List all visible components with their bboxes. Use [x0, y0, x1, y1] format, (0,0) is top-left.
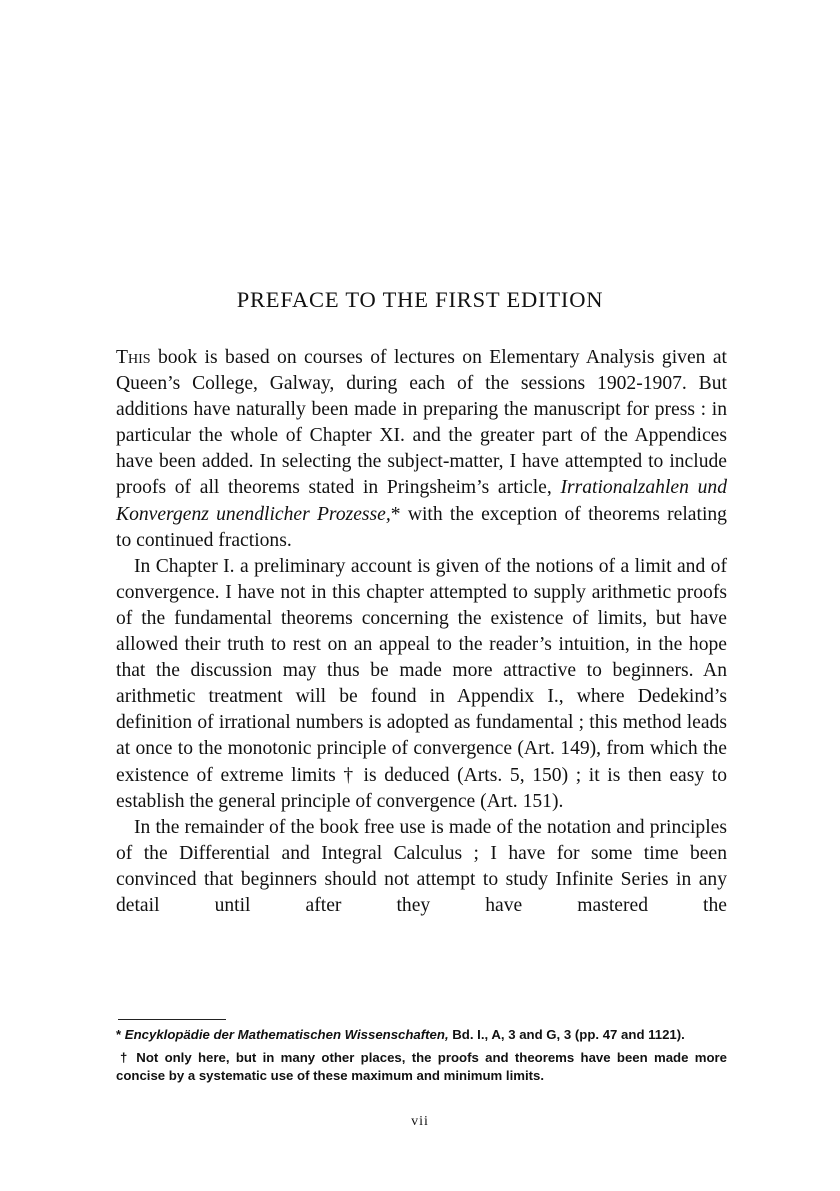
paragraph-1-text-end: * with the exception of theorems relating to continued fractions. — [116, 503, 727, 551]
footnote-rule — [118, 1019, 226, 1020]
paragraph-3: In the remainder of the book free use is made of the notation and principles of the Differential and Integral Calculus ; I have for some time been convinced that beginners should not attempt to study Infinite Series in any detail until after they have mastered the — [116, 816, 727, 916]
page-title: PREFACE TO THE FIRST EDITION — [236, 287, 604, 312]
paragraph-1 — [116, 345, 727, 554]
paragraph-lead-word: This — [116, 347, 151, 368]
page-number: vii — [411, 1114, 429, 1129]
footnote-1-italic: Encyklopädie der Mathematischen Wissenschaften, — [124, 1027, 449, 1042]
footnote-2 — [116, 1049, 727, 1086]
paragraph-1-text: book is based on courses of lectures on Elementary Analysis given at Queen’s College, Galway, during each of the sessions 1902-1907. But additions have naturally been made in preparing the manuscript for press : in particular the whole of Chapter XI. and the greater part of the Appendices have been added. In selecting the subject-matter, I have attempted to include proofs of all theorems stated in Pringsheim’s article, — [116, 347, 727, 499]
footnotes — [116, 1026, 727, 1090]
paragraph-2: In Chapter I. a preliminary account is given of the notions of a limit and of convergence. I have not in this chapter attempted to supply arithmetic proofs of the fundamental theorems concerning the existence of limits, but have allowed their truth to rest on an appeal to the reader’s intuition, in the hope that the discussion may thus be made more attractive to beginners. An arithmetic treatment will be found in Appendix I., where Dedekind’s definition of irrational numbers is adopted as fundamental ; this method leads at once to the monotonic principle of convergence (Art. 149), from which the existence of extreme limits † is deduced (Arts. 5, 150) ; it is then easy to establish the general principle of convergence (Art. 151). — [116, 555, 727, 812]
footnote-2-text: Not only here, but in many other places, the proofs and theorems have been made more concise by a systematic use of these maximum and minimum limits. — [116, 1049, 728, 1083]
footnote-1 — [116, 1026, 727, 1045]
footnote-2-marker: † — [120, 1049, 137, 1065]
cited-article-title: Irrationalzahlen und Konvergenz unendlicher Prozesse, — [116, 477, 727, 525]
footnote-1-text: Bd. I., A, 3 and G, 3 (pp. 47 and 1121). — [448, 1027, 685, 1042]
preface-body — [116, 345, 727, 919]
footnote-1-marker: * — [116, 1027, 125, 1042]
